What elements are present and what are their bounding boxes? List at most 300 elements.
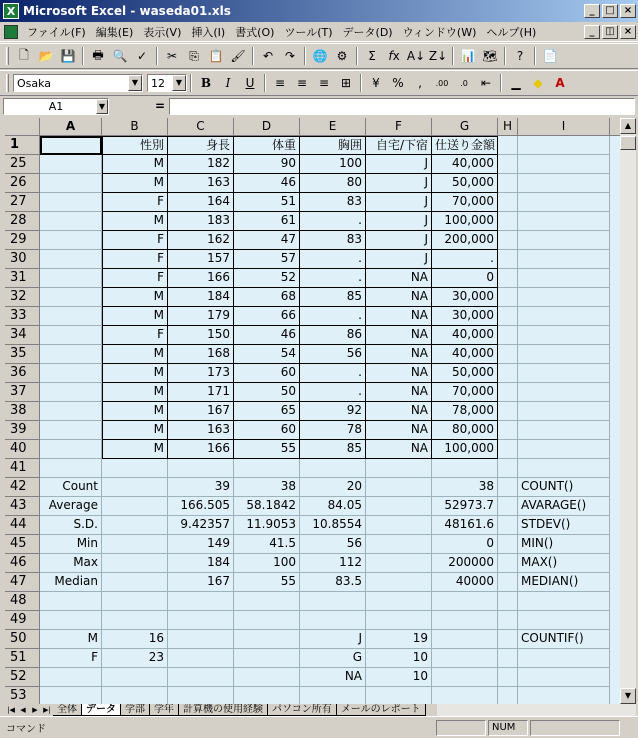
grid-cell[interactable] — [518, 649, 610, 668]
prev-sheet-icon[interactable]: ◀ — [20, 706, 26, 714]
grid-cell[interactable]: 50,000 — [432, 174, 498, 193]
grid-cell[interactable]: 171 — [168, 383, 234, 402]
column-header[interactable]: G — [432, 118, 498, 136]
grid-cell[interactable]: 38 — [234, 478, 300, 497]
grid-cell[interactable] — [518, 364, 610, 383]
decrease-decimal-icon[interactable]: .0 — [460, 78, 468, 88]
sheet-tab[interactable]: メールのレポート — [337, 704, 426, 716]
grid-cell[interactable]: 30,000 — [432, 288, 498, 307]
grid-cell[interactable] — [168, 611, 234, 630]
grid-cell[interactable]: 40,000 — [432, 326, 498, 345]
grid-cell[interactable]: M — [102, 212, 168, 231]
grid-cell[interactable]: 46 — [234, 326, 300, 345]
grid-cell[interactable] — [518, 174, 610, 193]
autosum-icon[interactable]: Σ — [368, 49, 376, 63]
grid-cell[interactable] — [40, 421, 102, 440]
grid-cell[interactable]: 30,000 — [432, 307, 498, 326]
grid-cell[interactable]: M — [40, 630, 102, 649]
grid-cell[interactable]: 39 — [168, 478, 234, 497]
header-cell[interactable]: 胸囲 — [300, 136, 366, 155]
grid-cell[interactable] — [40, 174, 102, 193]
grid-cell[interactable] — [518, 402, 610, 421]
grid-cell[interactable]: J — [366, 193, 432, 212]
grid-cell[interactable] — [498, 611, 518, 630]
row-header[interactable]: 44 — [5, 516, 40, 535]
grid-cell[interactable]: 38 — [432, 478, 498, 497]
grid-cell[interactable]: 157 — [168, 250, 234, 269]
row-header[interactable]: 29 — [5, 231, 40, 250]
grid-cell[interactable]: M — [102, 440, 168, 459]
row-header[interactable]: 43 — [5, 497, 40, 516]
row-header[interactable]: 34 — [5, 326, 40, 345]
grid-cell[interactable]: 55 — [234, 440, 300, 459]
grid-cell[interactable]: 100 — [234, 554, 300, 573]
grid-cell[interactable] — [518, 307, 610, 326]
pdf-icon[interactable]: 📄 — [542, 49, 558, 63]
grid-cell[interactable] — [498, 421, 518, 440]
header-cell[interactable]: 仕送り金額 — [432, 136, 498, 155]
grid-cell[interactable] — [518, 611, 610, 630]
grid-cell[interactable] — [366, 687, 432, 704]
grid-cell[interactable]: MIN() — [518, 535, 610, 554]
grid-cell[interactable]: 80 — [300, 174, 366, 193]
header-cell[interactable]: 性別 — [102, 136, 168, 155]
row-header[interactable]: 49 — [5, 611, 40, 630]
grid-cell[interactable]: 65 — [234, 402, 300, 421]
new-icon[interactable]: 🗋 — [19, 47, 29, 62]
grid-cell[interactable] — [518, 250, 610, 269]
grid-cell[interactable] — [40, 668, 102, 687]
grid-cell[interactable] — [498, 573, 518, 592]
grid-cell[interactable]: . — [300, 364, 366, 383]
formula-equals-button[interactable]: = — [154, 98, 165, 113]
grid-cell[interactable]: F — [102, 250, 168, 269]
grid-cell[interactable]: J — [366, 250, 432, 269]
grid-cell[interactable]: 52973.7 — [432, 497, 498, 516]
grid-cell[interactable] — [518, 459, 610, 478]
grid-cell[interactable]: 166.505 — [168, 497, 234, 516]
grid-cell[interactable]: 149 — [168, 535, 234, 554]
grid-cell[interactable]: . — [432, 250, 498, 269]
grid-cell[interactable]: 23 — [102, 649, 168, 668]
column-header[interactable]: B — [102, 118, 168, 136]
bold-icon[interactable]: B — [200, 76, 212, 90]
grid-cell[interactable] — [498, 668, 518, 687]
grid-cell[interactable] — [518, 326, 610, 345]
grid-cell[interactable] — [518, 687, 610, 704]
format-painter-icon[interactable]: 🖌 — [230, 49, 246, 63]
grid-cell[interactable] — [518, 269, 610, 288]
menu-item[interactable]: 書式(O) — [235, 25, 275, 39]
grid-cell[interactable] — [518, 212, 610, 231]
grid-cell[interactable]: M — [102, 421, 168, 440]
grid-cell[interactable] — [168, 687, 234, 704]
grid-cell[interactable]: Median — [40, 573, 102, 592]
grid-cell[interactable]: G — [300, 649, 366, 668]
grid-cell[interactable]: 183 — [168, 212, 234, 231]
grid-cell[interactable]: J — [366, 174, 432, 193]
grid-cell[interactable]: NA — [300, 668, 366, 687]
grid-cell[interactable] — [40, 383, 102, 402]
name-box[interactable] — [3, 98, 109, 115]
column-header[interactable]: E — [300, 118, 366, 136]
grid-cell[interactable]: 85 — [300, 440, 366, 459]
grid-cell[interactable]: 66 — [234, 307, 300, 326]
sort-ascending-icon[interactable]: A↓ — [406, 49, 426, 63]
comma-icon[interactable]: , — [418, 76, 422, 90]
grid-cell[interactable] — [40, 231, 102, 250]
grid-cell[interactable] — [518, 345, 610, 364]
grid-cell[interactable] — [498, 269, 518, 288]
grid-cell[interactable] — [102, 611, 168, 630]
column-header[interactable]: I — [518, 118, 610, 136]
grid-cell[interactable] — [498, 535, 518, 554]
grid-cell[interactable]: 10 — [366, 649, 432, 668]
grid-cell[interactable] — [518, 288, 610, 307]
underline-icon[interactable]: U — [245, 76, 255, 90]
column-header[interactable]: C — [168, 118, 234, 136]
grid-cell[interactable] — [498, 592, 518, 611]
grid-cell[interactable]: NA — [366, 364, 432, 383]
grid-cell[interactable]: 184 — [168, 288, 234, 307]
grid-cell[interactable]: Min — [40, 535, 102, 554]
print-preview-icon[interactable]: 🔍 — [112, 49, 128, 63]
grid-cell[interactable]: 83 — [300, 193, 366, 212]
grid-cell[interactable]: . — [300, 269, 366, 288]
grid-cell[interactable] — [518, 383, 610, 402]
grid-cell[interactable] — [432, 649, 498, 668]
grid-cell[interactable] — [40, 269, 102, 288]
row-header[interactable]: 36 — [5, 364, 40, 383]
grid-cell[interactable] — [168, 592, 234, 611]
grid-cell[interactable] — [102, 535, 168, 554]
menu-item[interactable]: ヘルプ(H) — [486, 25, 537, 39]
borders-icon[interactable]: ▁ — [511, 76, 521, 90]
grid-cell[interactable] — [234, 687, 300, 704]
grid-cell[interactable] — [40, 592, 102, 611]
scroll-thumb[interactable] — [620, 136, 636, 150]
print-icon[interactable]: 🖶 — [92, 47, 104, 62]
cut-icon[interactable]: ✂ — [166, 49, 178, 63]
sheet-tab[interactable]: 学年 — [150, 704, 179, 716]
increase-decimal-icon[interactable]: .00 — [435, 78, 449, 88]
minimize-button[interactable]: _ — [584, 4, 600, 18]
grid-cell[interactable]: 100,000 — [432, 440, 498, 459]
grid-cell[interactable]: F — [102, 326, 168, 345]
grid-cell[interactable]: 86 — [300, 326, 366, 345]
grid-cell[interactable]: 70,000 — [432, 193, 498, 212]
grid-cell[interactable] — [366, 516, 432, 535]
grid-cell[interactable]: 0 — [432, 535, 498, 554]
menu-item[interactable]: ツール(T) — [284, 25, 333, 39]
font-name-select[interactable] — [13, 74, 143, 92]
spelling-icon[interactable]: ✓ — [136, 49, 148, 63]
grid-cell[interactable] — [498, 250, 518, 269]
grid-cell[interactable] — [432, 459, 498, 478]
horizontal-scrollbar[interactable] — [437, 704, 636, 716]
grid-cell[interactable]: 112 — [300, 554, 366, 573]
row-header[interactable]: 35 — [5, 345, 40, 364]
column-header[interactable]: A — [40, 118, 102, 136]
header-cell[interactable]: 体重 — [234, 136, 300, 155]
grid-cell[interactable]: 84.05 — [300, 497, 366, 516]
grid-cell[interactable]: 47 — [234, 231, 300, 250]
grid-cell[interactable] — [102, 497, 168, 516]
align-center-icon[interactable]: ≡ — [296, 76, 308, 90]
grid-cell[interactable] — [498, 459, 518, 478]
grid-cell[interactable] — [366, 592, 432, 611]
undo-icon[interactable]: ↶ — [262, 49, 274, 63]
grid-cell[interactable] — [432, 668, 498, 687]
menu-item[interactable]: 編集(E) — [95, 25, 134, 39]
grid-cell[interactable]: . — [300, 307, 366, 326]
sheet-tab[interactable]: 学部 — [121, 704, 150, 716]
grid-cell[interactable]: . — [300, 383, 366, 402]
grid-cell[interactable]: NA — [366, 345, 432, 364]
scroll-up-icon[interactable]: ▲ — [620, 118, 636, 134]
grid-cell[interactable] — [498, 687, 518, 704]
grid-cell[interactable]: M — [102, 364, 168, 383]
merge-center-icon[interactable]: ⊞ — [340, 76, 352, 90]
column-header[interactable]: H — [498, 118, 518, 136]
grid-cell[interactable] — [366, 573, 432, 592]
grid-cell[interactable]: 163 — [168, 174, 234, 193]
grid-cell[interactable] — [518, 155, 610, 174]
grid-cell[interactable] — [40, 459, 102, 478]
select-all-button[interactable] — [5, 118, 40, 136]
grid-cell[interactable]: 46 — [234, 174, 300, 193]
grid-cell[interactable] — [102, 573, 168, 592]
grid-cell[interactable] — [498, 497, 518, 516]
grid-cell[interactable]: 184 — [168, 554, 234, 573]
grid-cell[interactable]: 10.8554 — [300, 516, 366, 535]
sheet-tab[interactable]: パソコン所有 — [268, 704, 337, 716]
grid-cell[interactable]: M — [102, 383, 168, 402]
chart-wizard-icon[interactable]: 📊 — [460, 49, 476, 63]
grid-cell[interactable]: . — [300, 212, 366, 231]
grid-cell[interactable] — [498, 288, 518, 307]
grid-cell[interactable] — [498, 345, 518, 364]
grid-cell[interactable]: 41.5 — [234, 535, 300, 554]
grid-cell[interactable] — [366, 554, 432, 573]
grid-cell[interactable]: M — [102, 288, 168, 307]
grid-cell[interactable]: 57 — [234, 250, 300, 269]
font-color-icon[interactable]: A — [555, 76, 565, 90]
grid-cell[interactable] — [300, 592, 366, 611]
align-right-icon[interactable]: ≡ — [318, 76, 330, 90]
grid-cell[interactable] — [168, 630, 234, 649]
grid-cell[interactable]: NA — [366, 440, 432, 459]
map-icon[interactable]: 🗺 — [482, 49, 498, 63]
grid-cell[interactable]: 167 — [168, 573, 234, 592]
grid-cell[interactable] — [102, 687, 168, 704]
grid-cell[interactable] — [40, 611, 102, 630]
grid-cell[interactable] — [518, 193, 610, 212]
grid-cell[interactable]: 10 — [366, 668, 432, 687]
grid-cell[interactable] — [432, 611, 498, 630]
menu-item[interactable]: データ(D) — [342, 25, 393, 39]
row-header[interactable]: 25 — [5, 155, 40, 174]
formula-input[interactable] — [169, 98, 635, 115]
grid-cell[interactable] — [498, 649, 518, 668]
row-header[interactable]: 28 — [5, 212, 40, 231]
grid-cell[interactable] — [300, 611, 366, 630]
grid-cell[interactable] — [498, 212, 518, 231]
grid-cell[interactable]: NA — [366, 383, 432, 402]
grid-cell[interactable] — [234, 459, 300, 478]
save-icon[interactable]: 💾 — [60, 49, 76, 63]
header-cell[interactable]: 身長 — [168, 136, 234, 155]
grid-cell[interactable]: 200,000 — [432, 231, 498, 250]
grid-cell[interactable]: 162 — [168, 231, 234, 250]
grid-cell[interactable] — [102, 668, 168, 687]
grid-cell[interactable] — [498, 307, 518, 326]
grid-cell[interactable]: Average — [40, 497, 102, 516]
grid-cell[interactable]: . — [300, 250, 366, 269]
grid-cell[interactable] — [518, 592, 610, 611]
grid-cell[interactable]: 92 — [300, 402, 366, 421]
grid-cell[interactable]: 200000 — [432, 554, 498, 573]
grid-cell[interactable]: NA — [366, 288, 432, 307]
row-header[interactable]: 30 — [5, 250, 40, 269]
grid-cell[interactable]: M — [102, 174, 168, 193]
grid-cell[interactable] — [102, 478, 168, 497]
grid-cell[interactable]: 56 — [300, 345, 366, 364]
grid-cell[interactable] — [234, 668, 300, 687]
grid-cell[interactable] — [234, 630, 300, 649]
header-cell[interactable] — [40, 136, 102, 155]
toolbar-grip[interactable] — [6, 47, 9, 65]
grid-cell[interactable]: 70,000 — [432, 383, 498, 402]
grid-cell[interactable] — [300, 459, 366, 478]
grid-cell[interactable] — [498, 402, 518, 421]
grid-cell[interactable]: 9.42357 — [168, 516, 234, 535]
row-header[interactable]: 51 — [5, 649, 40, 668]
font-size-select[interactable] — [147, 74, 187, 92]
grid-cell[interactable] — [518, 421, 610, 440]
grid-cell[interactable]: F — [40, 649, 102, 668]
function-icon[interactable]: f x — [388, 49, 400, 63]
grid-cell[interactable] — [40, 307, 102, 326]
web-toolbar-icon[interactable]: ⚙ — [336, 49, 348, 63]
grid-cell[interactable]: 166 — [168, 440, 234, 459]
grid-cell[interactable] — [40, 212, 102, 231]
grid-cell[interactable] — [498, 155, 518, 174]
grid-cell[interactable] — [300, 687, 366, 704]
align-left-icon[interactable]: ≡ — [274, 76, 286, 90]
grid-cell[interactable]: NA — [366, 402, 432, 421]
grid-cell[interactable]: 60 — [234, 421, 300, 440]
grid-cell[interactable] — [40, 288, 102, 307]
grid-cell[interactable] — [498, 554, 518, 573]
grid-cell[interactable]: 60 — [234, 364, 300, 383]
grid-cell[interactable]: M — [102, 345, 168, 364]
row-header[interactable]: 41 — [5, 459, 40, 478]
grid-cell[interactable] — [498, 630, 518, 649]
grid-cell[interactable] — [102, 459, 168, 478]
grid-cell[interactable]: 16 — [102, 630, 168, 649]
grid-cell[interactable]: 179 — [168, 307, 234, 326]
doc-minimize-button[interactable]: _ — [584, 25, 600, 39]
doc-close-button[interactable]: × — [620, 25, 636, 39]
chevron-down-icon[interactable]: ▼ — [128, 75, 142, 91]
grid-cell[interactable]: 83 — [300, 231, 366, 250]
grid-cell[interactable]: J — [366, 212, 432, 231]
row-header[interactable]: 26 — [5, 174, 40, 193]
grid-cell[interactable]: 78 — [300, 421, 366, 440]
grid-cell[interactable] — [432, 687, 498, 704]
chevron-down-icon[interactable]: ▼ — [96, 99, 108, 114]
row-header[interactable]: 46 — [5, 554, 40, 573]
grid-cell[interactable]: 173 — [168, 364, 234, 383]
grid-cell[interactable] — [40, 402, 102, 421]
grid-cell[interactable]: 20 — [300, 478, 366, 497]
percent-icon[interactable]: % — [392, 76, 404, 90]
scroll-down-icon[interactable]: ▼ — [620, 688, 636, 704]
grid-cell[interactable] — [518, 231, 610, 250]
grid-cell[interactable] — [102, 516, 168, 535]
grid-cell[interactable]: 166 — [168, 269, 234, 288]
grid-cell[interactable]: 182 — [168, 155, 234, 174]
grid-cell[interactable]: J — [366, 231, 432, 250]
menu-item[interactable]: 表示(V) — [143, 25, 182, 39]
row-header[interactable]: 45 — [5, 535, 40, 554]
help-icon[interactable]: ? — [516, 49, 524, 63]
grid-cell[interactable]: 68 — [234, 288, 300, 307]
row-header[interactable]: 53 — [5, 687, 40, 704]
column-header[interactable]: D — [234, 118, 300, 136]
sheet-tab[interactable]: 計算機の使用経験 — [179, 704, 268, 716]
hyperlink-icon[interactable]: 🌐 — [312, 49, 328, 63]
grid-cell[interactable]: Max — [40, 554, 102, 573]
grid-cell[interactable]: 78,000 — [432, 402, 498, 421]
header-cell[interactable] — [518, 136, 610, 155]
grid-cell[interactable]: 100,000 — [432, 212, 498, 231]
grid-cell[interactable]: 168 — [168, 345, 234, 364]
grid-cell[interactable] — [498, 440, 518, 459]
grid-cell[interactable]: NA — [366, 326, 432, 345]
fill-color-icon[interactable]: ◆ — [533, 76, 543, 90]
grid-cell[interactable]: 52 — [234, 269, 300, 288]
sheet-tab[interactable]: データ — [82, 704, 121, 716]
copy-icon[interactable]: ⎘ — [189, 48, 199, 63]
row-header[interactable]: 50 — [5, 630, 40, 649]
grid-cell[interactable]: F — [102, 269, 168, 288]
row-header[interactable]: 42 — [5, 478, 40, 497]
grid-cell[interactable]: AVARAGE() — [518, 497, 610, 516]
paste-icon[interactable]: 📋 — [208, 49, 224, 63]
grid-cell[interactable]: 55 — [234, 573, 300, 592]
toolbar-grip[interactable] — [6, 74, 9, 92]
doc-restore-button[interactable]: ◫ — [602, 25, 618, 39]
row-header[interactable]: 32 — [5, 288, 40, 307]
grid-cell[interactable]: COUNTIF() — [518, 630, 610, 649]
grid-cell[interactable]: 54 — [234, 345, 300, 364]
next-sheet-icon[interactable]: ▶ — [32, 706, 38, 714]
grid-cell[interactable]: 100 — [300, 155, 366, 174]
grid-cell[interactable]: 50 — [234, 383, 300, 402]
redo-icon[interactable]: ↷ — [284, 49, 296, 63]
italic-icon[interactable]: I — [225, 76, 231, 90]
row-header[interactable]: 39 — [5, 421, 40, 440]
grid-cell[interactable]: 83.5 — [300, 573, 366, 592]
grid-cell[interactable] — [366, 478, 432, 497]
grid-cell[interactable] — [234, 611, 300, 630]
row-header[interactable]: 40 — [5, 440, 40, 459]
column-header[interactable]: F — [366, 118, 432, 136]
grid-cell[interactable]: 90 — [234, 155, 300, 174]
grid-cell[interactable]: F — [102, 231, 168, 250]
